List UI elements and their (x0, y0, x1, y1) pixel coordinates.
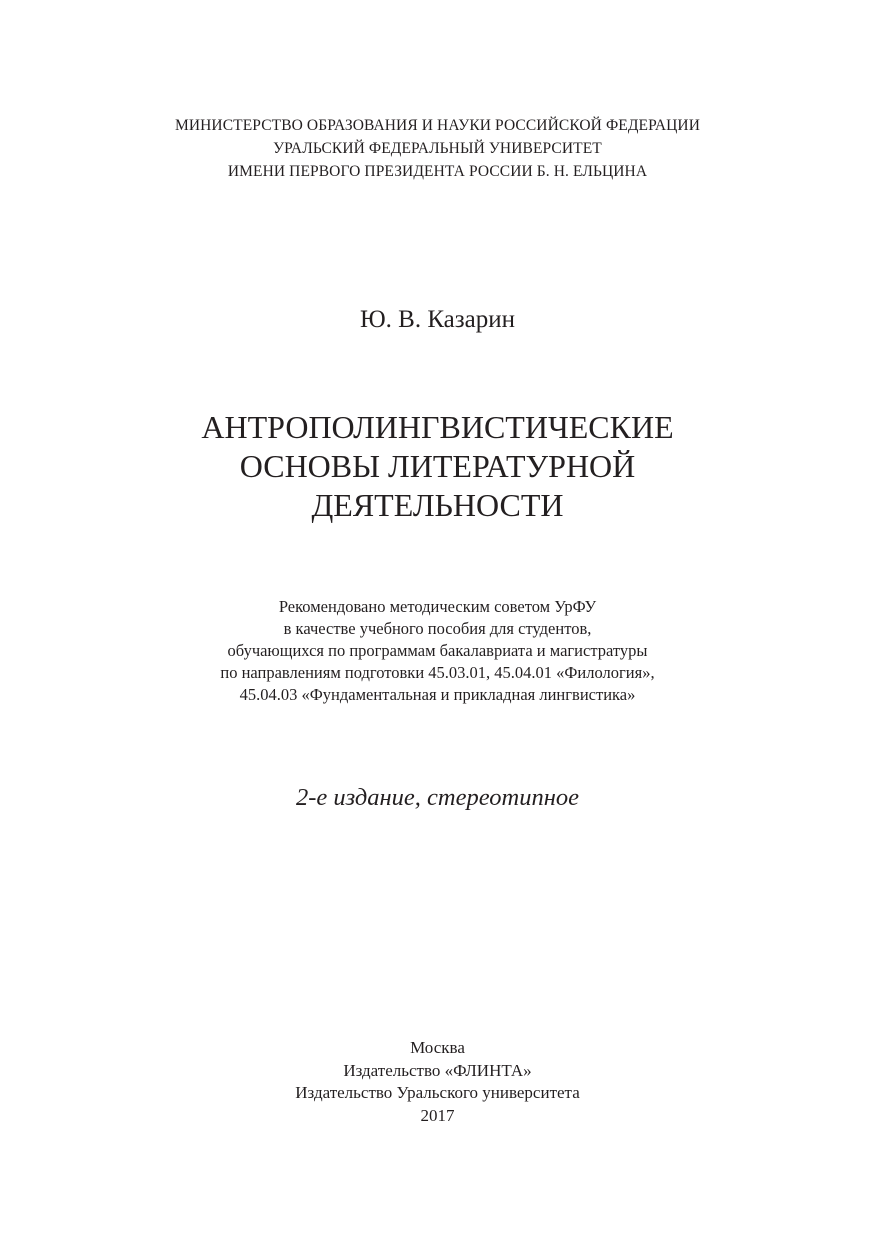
university-name-line: ИМЕНИ ПЕРВОГО ПРЕЗИДЕНТА РОССИИ Б. Н. ЕЛЬЦИНА (227, 163, 648, 180)
imprint (0, 1037, 875, 1127)
institution-header (0, 114, 875, 183)
recommendation-line-4: по направлениям подготовки 45.03.01, 45.04.01 «Филология», (220, 663, 655, 682)
university-line: УРАЛЬСКИЙ ФЕДЕРАЛЬНЫЙ УНИВЕРСИТЕТ (273, 140, 602, 157)
imprint-city: Москва (410, 1038, 465, 1057)
recommendation-line-3: обучающихся по программам бакалавриата и магистратуры (227, 641, 648, 660)
recommendation-line-5: 45.04.03 «Фундаментальная и прикладная лингвистика» (239, 685, 636, 704)
title-line-2: ОСНОВЫ ЛИТЕРАТУРНОЙ (239, 448, 636, 484)
edition-note: 2-е издание, стереотипное (295, 784, 580, 811)
recommendation-line-1: Рекомендовано методическим советом УрФУ (278, 597, 597, 616)
imprint-publisher-ural: Издательство Уральского университета (295, 1083, 580, 1102)
ministry-line: МИНИСТЕРСТВО ОБРАЗОВАНИЯ И НАУКИ РОССИЙСКОЙ ФЕДЕРАЦИИ (174, 117, 701, 134)
recommendation-note (0, 596, 875, 706)
imprint-year: 2017 (420, 1105, 455, 1125)
author-name: Ю. В. Казарин (359, 306, 516, 333)
book-title (0, 408, 875, 525)
title-line-3: ДЕЯТЕЛЬНОСТИ (311, 487, 564, 523)
imprint-publisher-flinta: Издательство «ФЛИНТА» (343, 1060, 532, 1080)
title-line-1: АНТРОПОЛИНГВИСТИЧЕСКИЕ (201, 409, 674, 445)
recommendation-line-2: в качестве учебного пособия для студентов, (283, 619, 592, 638)
